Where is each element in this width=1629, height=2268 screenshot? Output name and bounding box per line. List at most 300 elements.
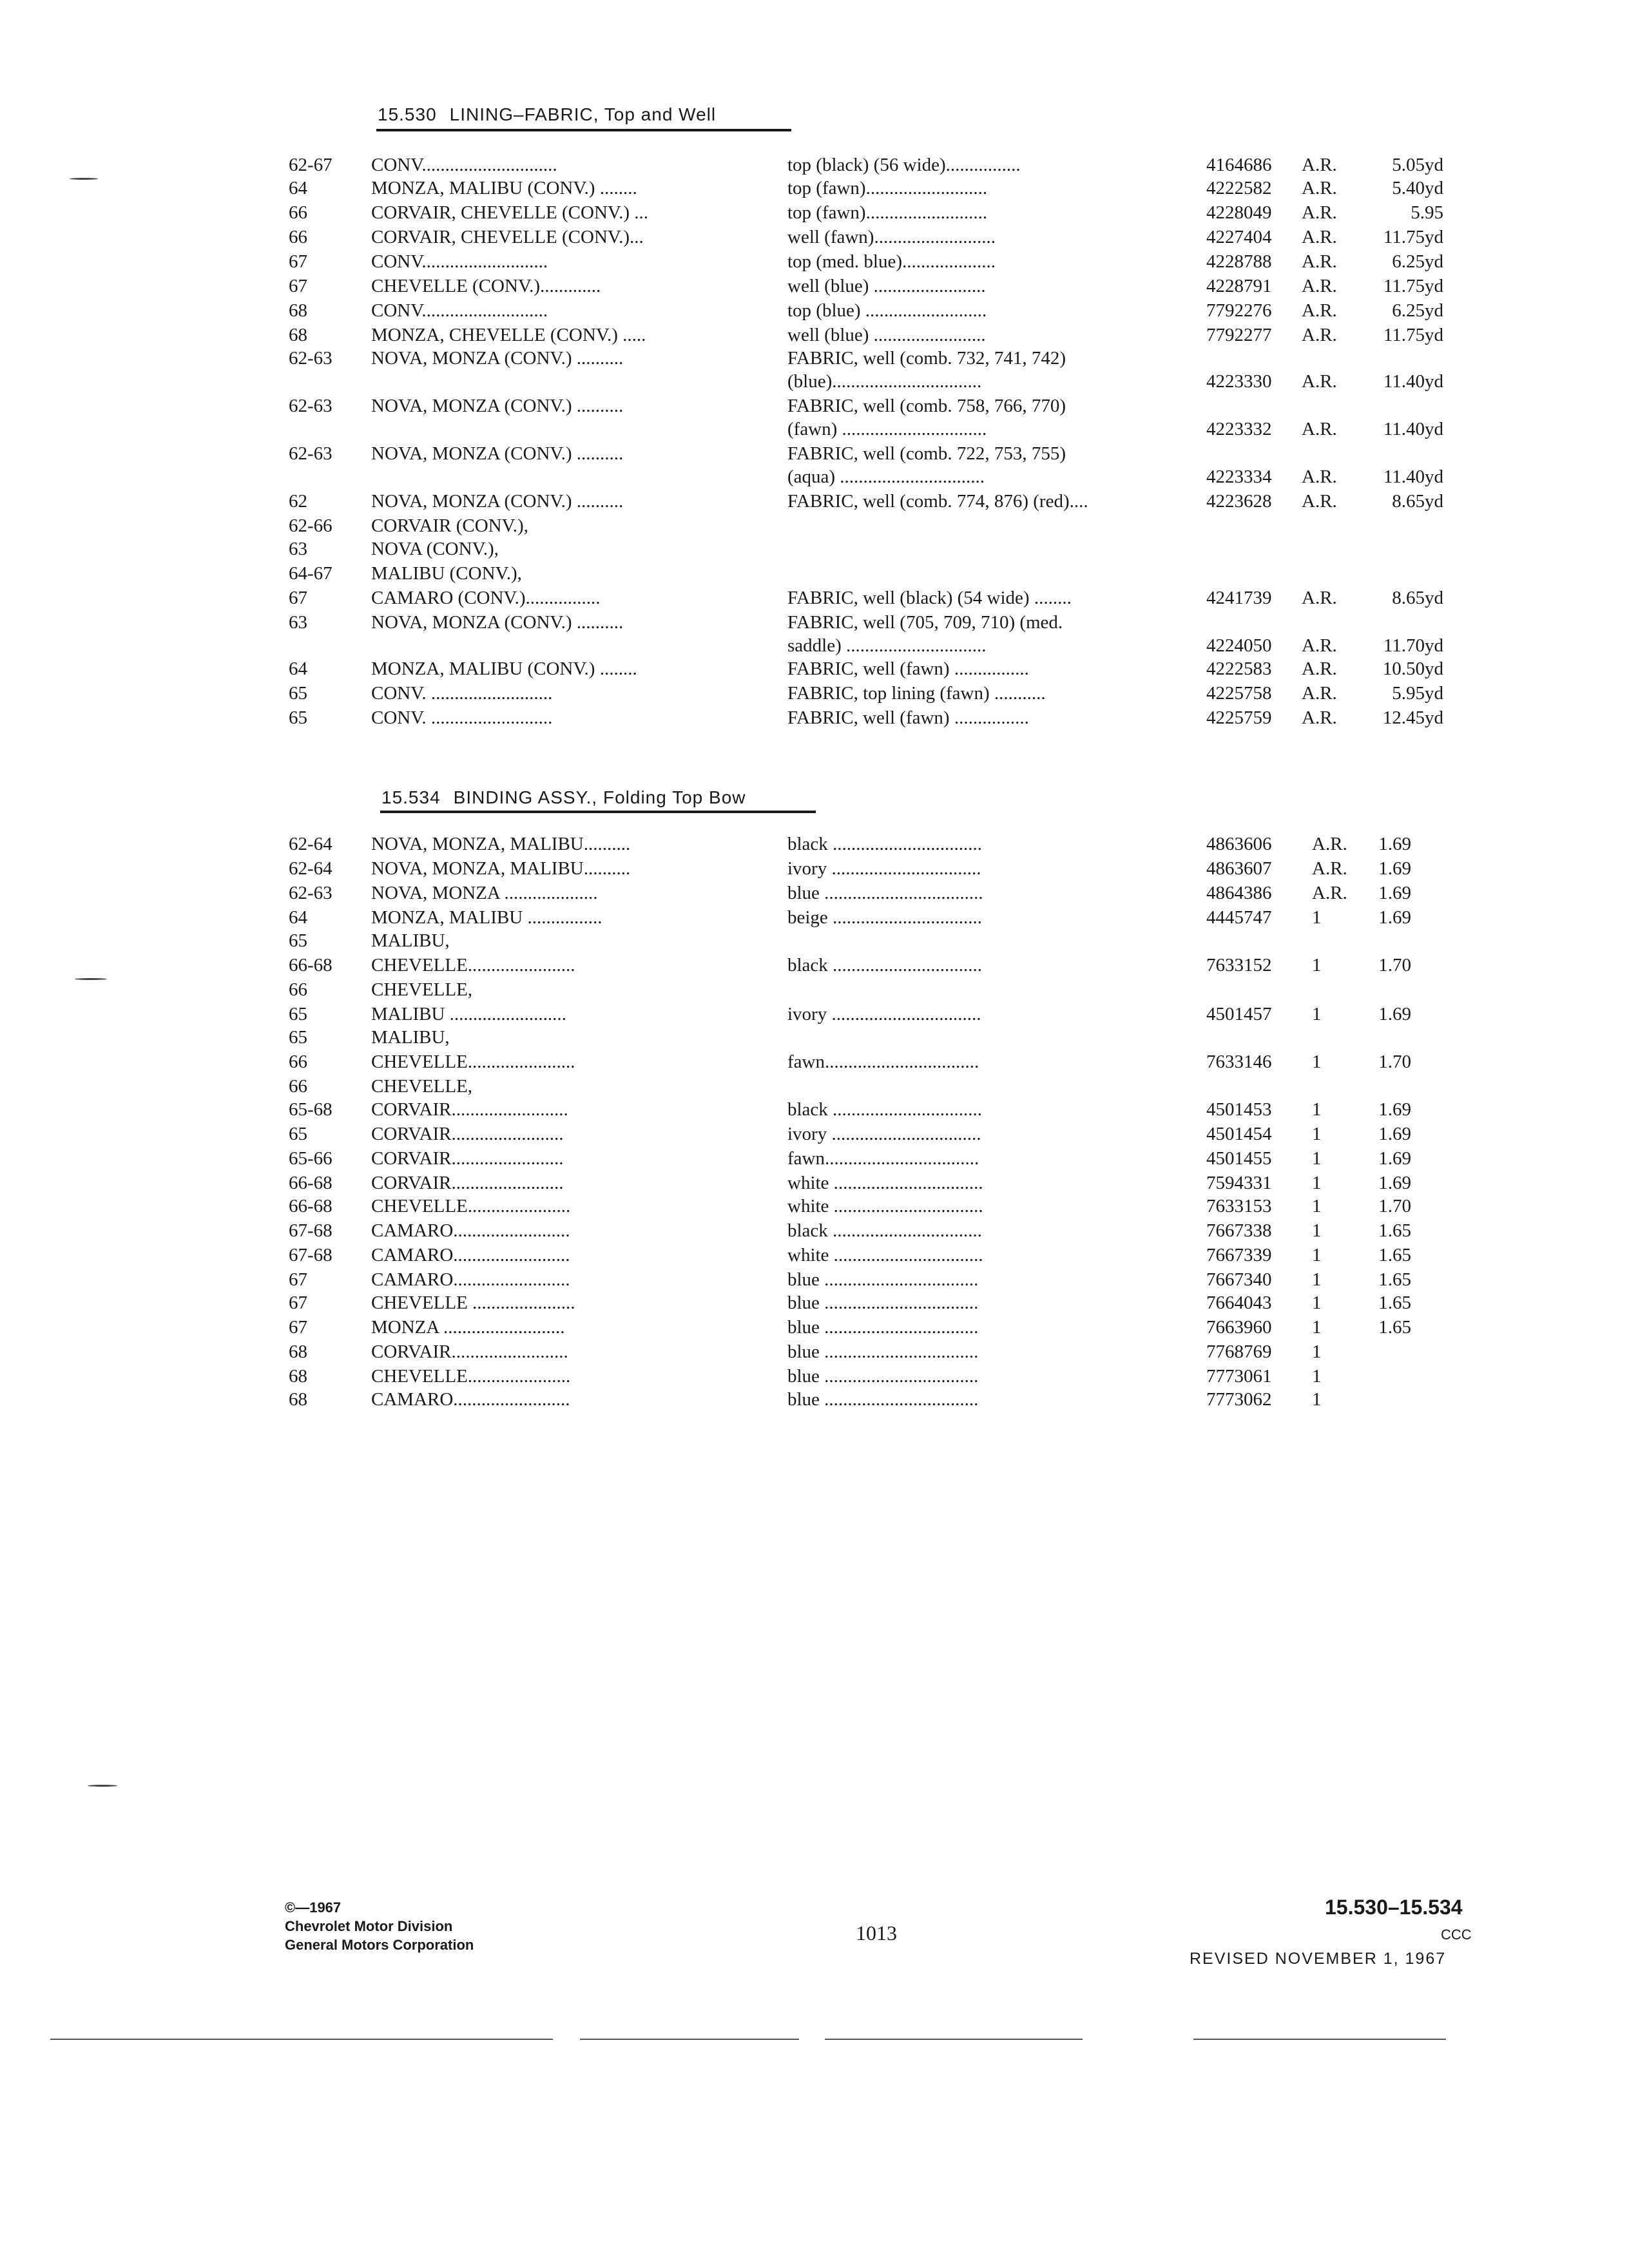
model-cell: CHEVELLE......................: [371, 1366, 571, 1387]
table-row: [0, 588, 1629, 612]
quantity-cell: 1: [1312, 1099, 1322, 1120]
publisher-block: [285, 1898, 474, 1954]
year-cell: 66: [289, 202, 307, 223]
description-cell: ivory ................................: [787, 1004, 981, 1024]
year-cell: 65: [289, 1124, 307, 1144]
part-number-cell: 4501457: [1206, 1004, 1272, 1024]
description-cell: blue .................................: [787, 1366, 979, 1387]
quantity-cell: A.R.: [1302, 635, 1337, 656]
price-cell: 11.75yd: [1383, 227, 1443, 247]
year-cell: 65: [289, 707, 307, 728]
table-row: [0, 202, 1629, 227]
quantity-cell: A.R.: [1312, 883, 1347, 903]
table-row: [0, 1148, 1629, 1173]
description-cell: black ................................: [787, 1099, 983, 1120]
price-cell: 5.95: [1411, 202, 1443, 223]
quantity-cell: 1: [1312, 1220, 1322, 1241]
table-row: [0, 178, 1629, 202]
model-cell: MONZA, MALIBU (CONV.) ........: [371, 658, 637, 679]
year-cell: 62-66: [289, 515, 333, 536]
table-row: [0, 683, 1629, 707]
part-number-cell: 7633152: [1206, 955, 1272, 975]
price-cell: 11.40yd: [1383, 371, 1443, 392]
part-number-cell: 7667340: [1206, 1269, 1272, 1290]
model-cell: CAMARO.........................: [371, 1269, 570, 1290]
table-row: [0, 491, 1629, 515]
part-number-cell: 7633153: [1206, 1196, 1272, 1216]
description-cell: beige ................................: [787, 907, 983, 928]
table-row: [0, 1027, 1629, 1052]
description-cell: top (blue) ..........................: [787, 300, 987, 321]
year-cell: 64-67: [289, 563, 333, 584]
year-cell: 66: [289, 979, 307, 1000]
description-cell: white ................................: [787, 1196, 983, 1216]
description-cell: (aqua) ...............................: [787, 466, 985, 487]
model-cell: CHEVELLE......................: [371, 1196, 571, 1216]
quantity-cell: A.R.: [1312, 858, 1347, 879]
quantity-cell: A.R.: [1302, 707, 1337, 728]
price-cell: 1.65: [1378, 1293, 1411, 1313]
part-number-cell: 4501453: [1206, 1099, 1272, 1120]
bottom-rule: [1193, 2039, 1446, 2040]
model-cell: CORVAIR (CONV.),: [371, 515, 528, 536]
scan-mark: [88, 1785, 117, 1787]
part-number-cell: 4227404: [1206, 227, 1272, 247]
model-cell: NOVA, MONZA (CONV.) ..........: [371, 612, 624, 633]
price-cell: 5.40yd: [1392, 178, 1443, 198]
price-cell: 6.25yd: [1392, 300, 1443, 321]
price-cell: 6.25yd: [1392, 251, 1443, 272]
price-cell: 8.65yd: [1392, 588, 1443, 608]
price-cell: 1.69: [1378, 1004, 1411, 1024]
table-row: [0, 515, 1629, 540]
year-cell: 62-63: [289, 883, 333, 903]
model-cell: CONV...........................: [371, 300, 548, 321]
description-cell: black ................................: [787, 834, 983, 854]
year-cell: 62-63: [289, 396, 333, 416]
description-cell: FABRIC, well (black) (54 wide) ........: [787, 588, 1072, 608]
part-number-cell: 4222582: [1206, 178, 1272, 198]
model-cell: MONZA, CHEVELLE (CONV.) .....: [371, 325, 646, 345]
quantity-cell: A.R.: [1302, 491, 1337, 512]
year-cell: 64: [289, 907, 307, 928]
bottom-rule: [580, 2039, 799, 2040]
price-cell: 11.70yd: [1383, 635, 1443, 656]
table-row: [0, 1269, 1629, 1294]
description-cell: top (fawn)..........................: [787, 202, 988, 223]
bottom-rule: [50, 2039, 553, 2040]
part-number-cell: 7792277: [1206, 325, 1272, 345]
quantity-cell: 1: [1312, 1052, 1322, 1072]
model-cell: CAMARO.........................: [371, 1389, 570, 1410]
table-row: [0, 1173, 1629, 1197]
catalog-code: CCC: [1441, 1927, 1472, 1943]
price-cell: 1.69: [1378, 883, 1411, 903]
year-cell: 63: [289, 612, 307, 633]
description-cell: (blue)................................: [787, 371, 982, 392]
description-cell: FABRIC, top lining (fawn) ...........: [787, 683, 1046, 704]
year-cell: 66-68: [289, 1173, 333, 1193]
part-number-cell: 7768769: [1206, 1341, 1272, 1362]
quantity-cell: 1: [1312, 907, 1322, 928]
year-cell: 68: [289, 1389, 307, 1410]
part-number-cell: 4228791: [1206, 276, 1272, 296]
description-cell: black ................................: [787, 1220, 983, 1241]
quantity-cell: 1: [1312, 1293, 1322, 1313]
part-number-cell: 4223330: [1206, 371, 1272, 392]
description-cell: blue .................................: [787, 1389, 979, 1410]
price-cell: 1.69: [1378, 1099, 1411, 1120]
quantity-cell: A.R.: [1302, 276, 1337, 296]
description-cell: fawn.................................: [787, 1052, 979, 1072]
table-row: [0, 1196, 1629, 1220]
model-cell: NOVA, MONZA, MALIBU..........: [371, 834, 631, 854]
quantity-cell: 1: [1312, 1389, 1322, 1410]
model-cell: CAMARO (CONV.)................: [371, 588, 601, 608]
part-number-cell: 7773061: [1206, 1366, 1272, 1387]
year-cell: 67: [289, 588, 307, 608]
part-number-cell: 4225758: [1206, 683, 1272, 704]
model-cell: CORVAIR.........................: [371, 1341, 568, 1362]
description-cell: (fawn) ...............................: [787, 419, 987, 439]
table-row: [0, 612, 1629, 637]
model-cell: NOVA, MONZA, MALIBU..........: [371, 858, 631, 879]
description-cell: white ................................: [787, 1245, 983, 1265]
model-cell: CHEVELLE.......................: [371, 1052, 575, 1072]
price-cell: 1.70: [1378, 1052, 1411, 1072]
part-number-cell: 4164686: [1206, 155, 1272, 175]
section-number: 15.534: [381, 787, 441, 807]
model-cell: CHEVELLE (CONV.).............: [371, 276, 601, 296]
quantity-cell: A.R.: [1302, 658, 1337, 679]
quantity-cell: A.R.: [1302, 419, 1337, 439]
model-cell: MONZA, MALIBU (CONV.) ........: [371, 178, 637, 198]
part-number-cell: 4225759: [1206, 707, 1272, 728]
table-row: [0, 1124, 1629, 1148]
part-number-cell: 4228049: [1206, 202, 1272, 223]
price-cell: 11.40yd: [1383, 419, 1443, 439]
model-cell: MALIBU (CONV.),: [371, 563, 522, 584]
year-cell: 67: [289, 251, 307, 272]
price-cell: 8.65yd: [1392, 491, 1443, 512]
table-row: [0, 348, 1629, 372]
year-cell: 64: [289, 658, 307, 679]
part-number-cell: 4863607: [1206, 858, 1272, 879]
part-number-cell: 7667338: [1206, 1220, 1272, 1241]
part-number-cell: 7663960: [1206, 1317, 1272, 1338]
quantity-cell: 1: [1312, 1196, 1322, 1216]
table-row: [0, 883, 1629, 907]
description-cell: well (fawn)..........................: [787, 227, 996, 247]
model-cell: NOVA (CONV.),: [371, 539, 499, 559]
description-cell: fawn.................................: [787, 1148, 979, 1169]
price-cell: 10.50yd: [1382, 658, 1443, 679]
table-row: [0, 300, 1629, 325]
year-cell: 66-68: [289, 955, 333, 975]
description-cell: blue .................................: [787, 1269, 979, 1290]
description-cell: well (blue) ........................: [787, 276, 986, 296]
description-cell: saddle) ..............................: [787, 635, 987, 656]
quantity-cell: 1: [1312, 1004, 1322, 1024]
price-cell: 1.69: [1378, 858, 1411, 879]
table-row: [0, 396, 1629, 420]
description-cell: black ................................: [787, 955, 983, 975]
table-row: [0, 1099, 1629, 1124]
quantity-cell: A.R.: [1302, 325, 1337, 345]
year-cell: 62-63: [289, 443, 333, 464]
section-heading: [381, 787, 746, 808]
table-row: [0, 979, 1629, 1004]
quantity-cell: 1: [1312, 1317, 1322, 1338]
section-number: 15.530: [378, 104, 437, 124]
model-cell: MALIBU,: [371, 930, 450, 951]
model-cell: CHEVELLE ......................: [371, 1293, 575, 1313]
year-cell: 65-68: [289, 1099, 333, 1120]
bottom-rule: [825, 2039, 1083, 2040]
table-row: [0, 707, 1629, 732]
table-row: [0, 1245, 1629, 1269]
quantity-cell: A.R.: [1302, 371, 1337, 392]
description-cell: white ................................: [787, 1173, 983, 1193]
quantity-cell: 1: [1312, 1245, 1322, 1265]
table-row: [0, 563, 1629, 588]
price-cell: 1.70: [1378, 1196, 1411, 1216]
table-row: [0, 1220, 1629, 1245]
price-cell: 11.75yd: [1383, 325, 1443, 345]
quantity-cell: A.R.: [1302, 683, 1337, 704]
table-row: [0, 539, 1629, 563]
table-row: [0, 251, 1629, 276]
model-cell: MONZA ..........................: [371, 1317, 565, 1338]
price-cell: 5.95yd: [1392, 683, 1443, 704]
year-cell: 68: [289, 1366, 307, 1387]
model-cell: CORVAIR........................: [371, 1173, 564, 1193]
table-row: [0, 658, 1629, 683]
quantity-cell: 1: [1312, 1341, 1322, 1362]
table-row: [0, 955, 1629, 979]
description-cell: blue ..................................: [787, 883, 983, 903]
year-cell: 67: [289, 1293, 307, 1313]
part-number-cell: 7667339: [1206, 1245, 1272, 1265]
price-cell: 1.69: [1378, 834, 1411, 854]
scan-mark: [75, 978, 107, 980]
part-number-cell: 4228788: [1206, 251, 1272, 272]
year-cell: 67: [289, 1269, 307, 1290]
part-number-cell: 7594331: [1206, 1173, 1272, 1193]
part-number-cell: 4501455: [1206, 1148, 1272, 1169]
description-cell: ivory ................................: [787, 1124, 981, 1144]
price-cell: 1.69: [1378, 907, 1411, 928]
quantity-cell: A.R.: [1312, 834, 1347, 854]
table-row: [0, 371, 1629, 396]
year-cell: 63: [289, 539, 307, 559]
price-cell: 11.75yd: [1383, 276, 1443, 296]
section-heading: [378, 104, 716, 125]
price-cell: 1.69: [1378, 1148, 1411, 1169]
quantity-cell: A.R.: [1302, 202, 1337, 223]
quantity-cell: A.R.: [1302, 155, 1337, 175]
model-cell: NOVA, MONZA (CONV.) ..........: [371, 348, 624, 369]
quantity-cell: 1: [1312, 1148, 1322, 1169]
part-number-cell: 4223332: [1206, 419, 1272, 439]
description-cell: blue .................................: [787, 1341, 979, 1362]
year-cell: 62: [289, 491, 307, 512]
table-row: [0, 858, 1629, 883]
year-cell: 66-68: [289, 1196, 333, 1216]
model-cell: NOVA, MONZA (CONV.) ..........: [371, 396, 624, 416]
table-row: [0, 1052, 1629, 1076]
description-cell: ivory ................................: [787, 858, 981, 879]
section-underline: [376, 129, 791, 131]
table-row: [0, 276, 1629, 300]
table-row: [0, 907, 1629, 932]
price-cell: 1.65: [1378, 1269, 1411, 1290]
part-number-cell: 4224050: [1206, 635, 1272, 656]
year-cell: 68: [289, 300, 307, 321]
quantity-cell: 1: [1312, 1269, 1322, 1290]
model-cell: CORVAIR........................: [371, 1124, 564, 1144]
model-cell: NOVA, MONZA (CONV.) ..........: [371, 491, 624, 512]
table-row: [0, 834, 1629, 858]
table-row: [0, 1076, 1629, 1100]
price-cell: 1.65: [1378, 1245, 1411, 1265]
description-cell: top (fawn)..........................: [787, 178, 988, 198]
table-row: [0, 1366, 1629, 1390]
part-number-cell: 4223628: [1206, 491, 1272, 512]
year-cell: 66: [289, 227, 307, 247]
year-cell: 68: [289, 325, 307, 345]
model-cell: CHEVELLE.......................: [371, 955, 575, 975]
table-row: [0, 325, 1629, 349]
price-cell: 1.69: [1378, 1173, 1411, 1193]
model-cell: NOVA, MONZA ....................: [371, 883, 598, 903]
quantity-cell: A.R.: [1302, 251, 1337, 272]
quantity-cell: A.R.: [1302, 227, 1337, 247]
model-cell: CAMARO.........................: [371, 1220, 570, 1241]
description-cell: blue .................................: [787, 1293, 979, 1313]
part-number-cell: 7664043: [1206, 1293, 1272, 1313]
model-cell: CONV...........................: [371, 251, 548, 272]
description-cell: FABRIC, well (fawn) ................: [787, 707, 1029, 728]
table-row: [0, 1389, 1629, 1414]
price-cell: 5.05yd: [1392, 155, 1443, 175]
description-cell: FABRIC, well (comb. 732, 741, 742): [787, 348, 1066, 369]
model-cell: NOVA, MONZA (CONV.) ..........: [371, 443, 624, 464]
table-row: [0, 419, 1629, 443]
description-cell: top (black) (56 wide)................: [787, 155, 1021, 175]
corporation-name: General Motors Corporation: [285, 1937, 474, 1953]
year-cell: 62-63: [289, 348, 333, 369]
quantity-cell: A.R.: [1302, 588, 1337, 608]
table-row: [0, 1004, 1629, 1028]
quantity-cell: 1: [1312, 1124, 1322, 1144]
description-cell: FABRIC, well (comb. 722, 753, 755): [787, 443, 1066, 464]
description-cell: FABRIC, well (fawn) ................: [787, 658, 1029, 679]
table-row: [0, 443, 1629, 468]
model-cell: CORVAIR, CHEVELLE (CONV.)...: [371, 227, 644, 247]
year-cell: 66: [289, 1076, 307, 1097]
year-cell: 66: [289, 1052, 307, 1072]
price-cell: 12.45yd: [1382, 707, 1443, 728]
table-row: [0, 227, 1629, 251]
section-underline: [380, 811, 816, 813]
year-cell: 67-68: [289, 1220, 333, 1241]
year-cell: 67-68: [289, 1245, 333, 1265]
year-cell: 62-67: [289, 155, 333, 175]
part-number-cell: 7773062: [1206, 1389, 1272, 1410]
description-cell: FABRIC, well (comb. 758, 766, 770): [787, 396, 1066, 416]
model-cell: MALIBU .........................: [371, 1004, 566, 1024]
model-cell: MONZA, MALIBU ................: [371, 907, 602, 928]
quantity-cell: A.R.: [1302, 178, 1337, 198]
copyright: ©—1967: [285, 1899, 342, 1916]
model-cell: CORVAIR.........................: [371, 1099, 568, 1120]
year-cell: 62-64: [289, 858, 333, 879]
page-number: 1013: [856, 1921, 897, 1945]
model-cell: MALIBU,: [371, 1027, 450, 1048]
part-number-cell: 4223334: [1206, 466, 1272, 487]
division-name: Chevrolet Motor Division: [285, 1918, 453, 1934]
table-row: [0, 930, 1629, 955]
table-row: [0, 1317, 1629, 1341]
part-number-cell: 4445747: [1206, 907, 1272, 928]
price-cell: 1.70: [1378, 955, 1411, 975]
price-cell: 1.69: [1378, 1124, 1411, 1144]
model-cell: CORVAIR........................: [371, 1148, 564, 1169]
table-row: [0, 1293, 1629, 1317]
part-number-cell: 4864386: [1206, 883, 1272, 903]
table-row: [0, 1341, 1629, 1366]
model-cell: CONV. ..........................: [371, 683, 553, 704]
quantity-cell: 1: [1312, 955, 1322, 975]
year-cell: 65: [289, 1004, 307, 1024]
model-cell: CORVAIR, CHEVELLE (CONV.) ...: [371, 202, 649, 223]
quantity-cell: 1: [1312, 1173, 1322, 1193]
description-cell: well (blue) ........................: [787, 325, 986, 345]
year-cell: 67: [289, 276, 307, 296]
part-number-cell: 4501454: [1206, 1124, 1272, 1144]
part-number-cell: 4222583: [1206, 658, 1272, 679]
part-number-cell: 7633146: [1206, 1052, 1272, 1072]
quantity-cell: A.R.: [1302, 466, 1337, 487]
description-cell: top (med. blue)....................: [787, 251, 996, 272]
table-row: [0, 466, 1629, 491]
section-range: 15.530–15.534: [1325, 1896, 1463, 1919]
model-cell: CONV. ..........................: [371, 707, 553, 728]
quantity-cell: A.R.: [1302, 300, 1337, 321]
year-cell: 68: [289, 1341, 307, 1362]
section-title: BINDING ASSY., Folding Top Bow: [453, 787, 746, 807]
year-cell: 65-66: [289, 1148, 333, 1169]
price-cell: 1.65: [1378, 1317, 1411, 1338]
table-row: [0, 155, 1629, 179]
year-cell: 64: [289, 178, 307, 198]
description-cell: blue .................................: [787, 1317, 979, 1338]
model-cell: CAMARO.........................: [371, 1245, 570, 1265]
year-cell: 65: [289, 1027, 307, 1048]
price-cell: 1.65: [1378, 1220, 1411, 1241]
scan-mark: [70, 178, 98, 180]
year-cell: 65: [289, 930, 307, 951]
part-number-cell: 4241739: [1206, 588, 1272, 608]
year-cell: 62-64: [289, 834, 333, 854]
part-number-cell: 4863606: [1206, 834, 1272, 854]
description-cell: FABRIC, well (705, 709, 710) (med.: [787, 612, 1063, 633]
year-cell: 67: [289, 1317, 307, 1338]
description-cell: FABRIC, well (comb. 774, 876) (red)....: [787, 491, 1088, 512]
model-cell: CONV.............................: [371, 155, 557, 175]
price-cell: 11.40yd: [1383, 466, 1443, 487]
